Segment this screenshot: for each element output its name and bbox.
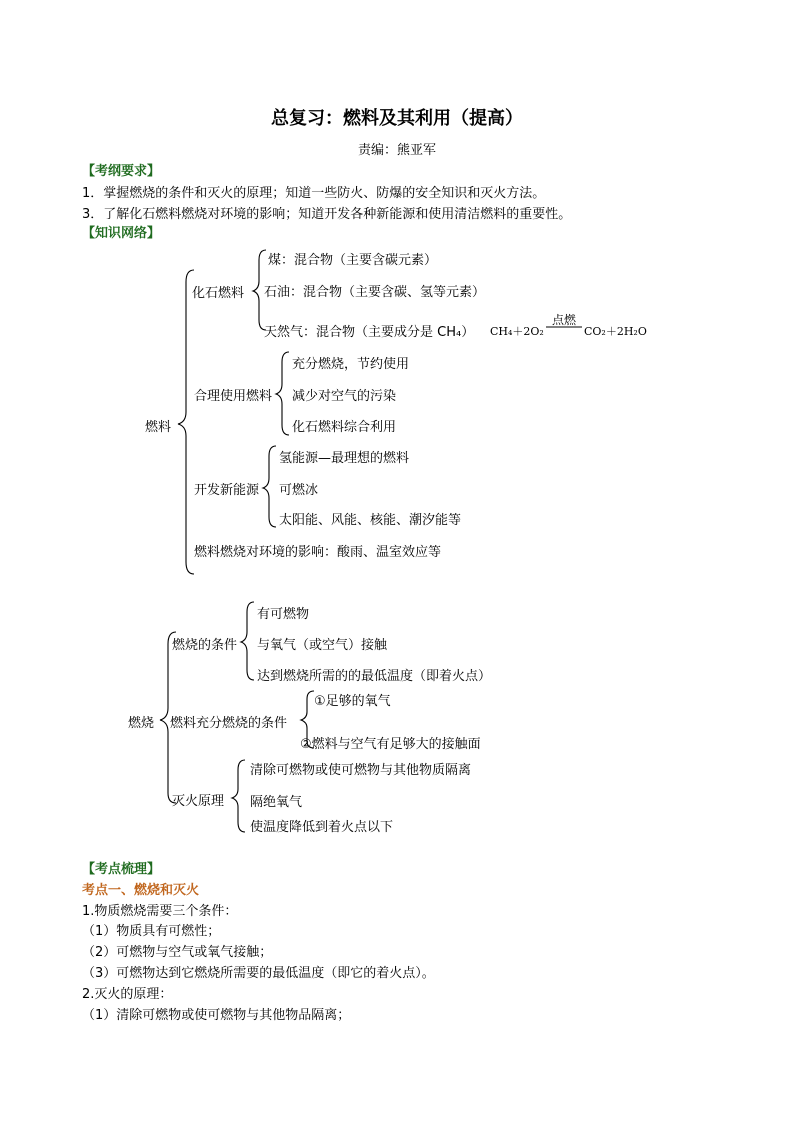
brace-newenergy (263, 446, 276, 527)
brace-extinguish (232, 760, 245, 832)
full-combustion-item: ②燃料与空气有足够大的接触面 (300, 737, 481, 752)
extinguish-item: 隔绝氧气 (250, 795, 303, 810)
review-line: 1.物质燃烧需要三个条件： (82, 904, 238, 919)
equation-right: CO₂＋2H₂O (584, 325, 647, 338)
new-energy-label: 开发新能源 (194, 483, 260, 498)
new-energy-item: 可燃冰 (279, 483, 319, 498)
condition-item: 达到燃烧所需的的最低温度（即着火点） (257, 669, 492, 684)
equation-left: CH₄＋2O₂ (490, 325, 544, 338)
brace-rational (276, 352, 289, 435)
combustion-root: 燃烧 (128, 716, 155, 731)
rational-item: 充分燃烧，节约使用 (292, 357, 410, 372)
rational-item: 减少对空气的污染 (292, 389, 397, 404)
gas-item: 天然气：混合物（主要成分是 CH₄） (264, 325, 475, 340)
syllabus-heading: 【考纲要求】 (82, 164, 161, 179)
page-title: 总复习：燃料及其利用（提高） (271, 108, 523, 129)
fuel-root: 燃料 (145, 420, 172, 435)
coal-item: 煤：混合物（主要含碳元素） (268, 253, 438, 268)
editor-line: 责编：熊亚军 (357, 143, 436, 158)
fossil-fuel-label: 化石燃料 (192, 286, 245, 301)
rational-use-label: 合理使用燃料 (194, 389, 273, 404)
network-heading: 【知识网络】 (82, 226, 161, 241)
syllabus-item-1: 1．掌握燃烧的条件和灭火的原理；知道一些防火、防爆的安全知识和灭火方法。 (82, 186, 546, 201)
review-line: （2）可燃物与空气或氧气接触； (82, 945, 273, 960)
point-one-heading: 考点一、燃烧和灭火 (82, 883, 200, 898)
oil-item: 石油：混合物（主要含碳、氢等元素） (264, 285, 486, 300)
condition-item: 有可燃物 (257, 607, 310, 622)
brace-conditions (241, 602, 254, 680)
brace-fuel-root (178, 270, 194, 574)
syllabus-item-2: 3．了解化石燃料燃烧对环境的影响；知道开发各种新能源和使用清洁燃料的重要性。 (82, 207, 572, 222)
new-energy-item: 氢能源—最理想的燃料 (279, 451, 410, 466)
review-line: （3）可燃物达到它燃烧所需要的最低温度（即它的着火点）。 (82, 966, 435, 981)
review-line: （1）物质具有可燃性； (82, 924, 221, 939)
combustion-conditions-label: 燃烧的条件 (172, 638, 238, 653)
condition-item: 与氧气（或空气）接触 (257, 638, 388, 653)
new-energy-item: 太阳能、风能、核能、潮汐能等 (279, 513, 462, 528)
review-line: 2.灭火的原理： (82, 987, 173, 1002)
rational-item: 化石燃料综合利用 (292, 420, 397, 435)
full-combustion-label: 燃料充分燃烧的条件 (170, 716, 288, 731)
equation-condition: 点燃 (552, 313, 577, 327)
extinguish-label: 灭火原理 (172, 794, 225, 809)
extinguish-item: 使温度降低到着火点以下 (250, 820, 394, 835)
review-line: （1）清除可燃物或使可燃物与其他物品隔离； (82, 1008, 351, 1023)
review-heading: 【考点梳理】 (82, 862, 161, 877)
extinguish-item: 清除可燃物或使可燃物与其他物质隔离 (250, 763, 472, 778)
full-combustion-item: ①足够的氧气 (314, 694, 391, 709)
environment-impact: 燃料燃烧对环境的影响：酸雨、温室效应等 (194, 545, 442, 560)
